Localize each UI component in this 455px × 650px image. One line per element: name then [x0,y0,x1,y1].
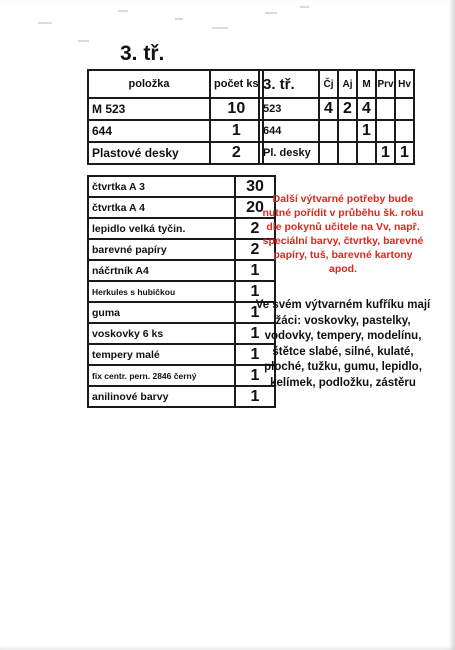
header-class: 3. tř. [259,70,319,98]
row-label: 523 [259,98,319,120]
table-row [259,98,414,120]
supply-name: čtvrtka A 3 [88,176,235,197]
supply-count: 1 [235,302,275,323]
table-cell: 4 [319,98,338,120]
supply-count: 2 [235,239,275,260]
table-cell [338,142,357,164]
supply-name: fix centr. pern. 2846 černý [88,365,235,386]
table-cell [395,120,414,142]
item-name: Plastové desky [88,142,210,164]
supply-name: guma [88,302,235,323]
table-cell [319,142,338,164]
art-case-contents-note: Ve svém výtvarném kufříku mají žáci: voskovky, pastelky, vodovky, tempery, modelínu, štětce slabé, silné, kulaté, ploché, tužku, gumu, lepidlo, kelímek, podložku, zástěru [255,299,431,389]
table-cell [376,120,395,142]
header-subject: Čj [319,70,338,98]
table-cell [376,98,395,120]
subject-allocation-table [258,69,415,165]
supply-name: náčrtník A4 [88,260,235,281]
table-row [88,142,263,164]
supply-name: lepidlo velká tyčin. [88,218,235,239]
header-subject: Hv [395,70,414,98]
supplies-table [87,175,276,408]
table-row [88,323,275,344]
supply-name: barevné papíry [88,239,235,260]
table-header-row [88,70,263,98]
table-cell [319,120,338,142]
table-cell: 4 [357,98,376,120]
header-subject: Aj [338,70,357,98]
supply-count: 1 [235,323,275,344]
supply-count: 1 [235,365,275,386]
table-cell: 1 [395,142,414,164]
row-label: 644 [259,120,319,142]
header-count: počet ks [210,70,263,98]
table-cell [357,142,376,164]
item-name: 644 [88,120,210,142]
table-row [259,142,414,164]
page-title: 3. tř. [120,42,165,65]
supply-count: 20 [235,197,275,218]
supply-name: tempery malé [88,344,235,365]
table-cell [338,120,357,142]
table-header-row [259,70,414,98]
supply-count: 1 [235,344,275,365]
table-row [88,260,275,281]
supply-name: voskovky 6 ks [88,323,235,344]
table-row [259,120,414,142]
item-count: 1 [210,120,263,142]
supply-name: čtvrtka A 4 [88,197,235,218]
supply-count: 1 [235,386,275,407]
item-count: 10 [210,98,263,120]
table-row [88,281,275,302]
table-row [88,197,275,218]
supply-count: 30 [235,176,275,197]
item-name: M 523 [88,98,210,120]
item-count: 2 [210,142,263,164]
supply-count: 1 [235,260,275,281]
supply-count: 1 [235,281,275,302]
table-cell: 1 [357,120,376,142]
table-row [88,218,275,239]
table-row [88,120,263,142]
additional-supplies-note: Další výtvarné potřeby bude nutné pořídit v průběhu šk. roku dle pokynů učitele na Vv, např. speciální barvy, čtvrtky, barevné papíry, tuš, barevné kartony apod. [262,193,424,275]
header-subject: Prv [376,70,395,98]
header-item: položka [88,70,210,98]
table-row [88,98,263,120]
table-row [88,239,275,260]
row-label: Pl. desky [259,142,319,164]
supply-name: anilinové barvy [88,386,235,407]
table-cell [395,98,414,120]
table-row [88,386,275,407]
table-row [88,302,275,323]
table-row [88,344,275,365]
supply-name: Herkules s hubičkou [88,281,235,302]
table-row [88,176,275,197]
header-subject: M [357,70,376,98]
table-row [88,365,275,386]
items-table [87,69,264,165]
table-cell: 2 [338,98,357,120]
table-cell: 1 [376,142,395,164]
supply-count: 2 [235,218,275,239]
